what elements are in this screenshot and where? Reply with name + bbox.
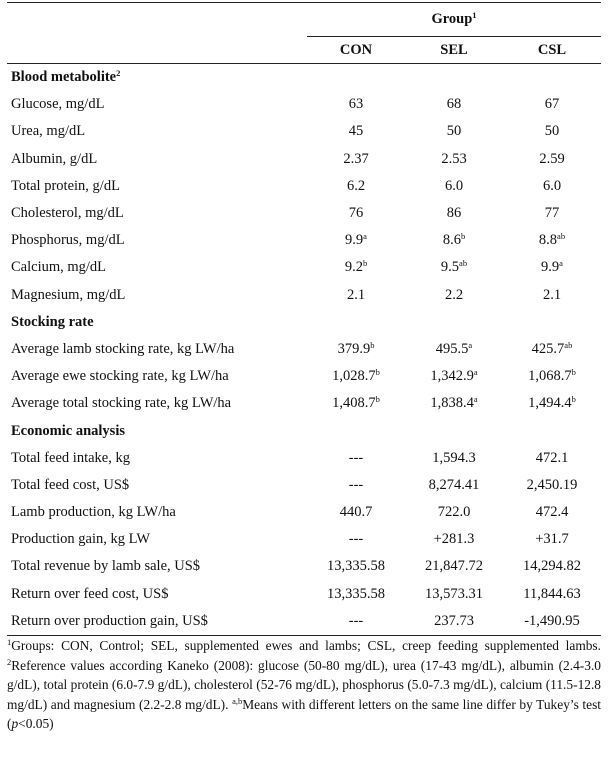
cell-sel [405,608,503,636]
table-row [7,445,601,472]
table-row [7,581,601,608]
table-row [7,173,601,200]
section-header-row [7,309,601,336]
cell-csl [503,282,601,309]
cell-value: 6.2 [346,177,366,194]
table-row [7,336,601,363]
row-label: Average lamb stocking rate, kg LW/ha [11,340,235,357]
cell-value: 2.2 [444,286,464,303]
page [0,2,608,780]
footnote-p-italic: p [11,716,19,732]
cell-value: 77 [544,205,560,222]
table-row [7,282,601,309]
group-header-label: Group [431,11,473,27]
cell-value: 11,844.63 [523,585,581,602]
table-row [7,200,601,227]
cell-sel [405,445,503,472]
cell-con [307,118,405,145]
cell-con [307,363,405,390]
cell-csl [503,118,601,145]
row-label: Lamb production, kg LW/ha [11,504,176,521]
row-label: Total protein, g/dL [11,177,120,194]
cell-sel [405,526,503,553]
cell-value: --- [348,449,364,466]
cell-value: 2.37 [343,150,369,167]
cell-value: 495.5 [435,340,469,357]
cell-value: 8,274.41 [428,476,480,493]
cell-value: +31.7 [535,531,569,548]
section-title-text: Blood metabolite [11,69,117,86]
cell-value: 45 [348,123,364,140]
cell-value: 2.1 [346,286,366,303]
cell-value: 13,335.58 [327,585,385,602]
cell-significance-letter: a [473,394,478,405]
cell-value: 1,068.7 [528,368,572,385]
footnote-groups-text: Groups: CON, Control; SEL, supplemented ewes and lambs; CSL, creep feeding supplemented lambs. [11,637,601,653]
cell-csl [503,526,601,553]
cell-sel [405,390,503,417]
cell-sel [405,146,503,173]
cell-value: 1,408.7 [332,395,376,412]
column-header-con: CON [339,41,373,58]
cell-significance-letter: b [375,367,380,378]
table-header-columns-row [7,37,601,64]
cell-value: 9.2 [344,259,363,276]
table-row [7,254,601,281]
cell-significance-letter: a [473,367,478,378]
cell-sel [405,363,503,390]
footnote-sup-ab: a,b [232,695,243,706]
table-row [7,553,601,580]
cell-significance-letter: b [370,339,375,350]
table-row [7,146,601,173]
table-row [7,608,601,636]
cell-sel [405,336,503,363]
footnote-sup-2: 2 [7,656,12,667]
cell-value: 9.5 [440,259,460,276]
cell-sel [405,499,503,526]
cell-value: 6.0 [444,177,464,194]
cell-sel [405,227,503,254]
cell-significance-letter: b [460,231,466,242]
cell-csl [503,581,601,608]
cell-csl [503,363,601,390]
cell-significance-letter: ab [459,258,468,269]
cell-value: +281.3 [433,531,475,548]
cell-csl [503,445,601,472]
table-row [7,363,601,390]
cell-value: 68 [446,96,462,113]
table-row [7,390,601,417]
cell-sel [405,118,503,145]
column-header-csl: CSL [537,41,567,58]
cell-value: 1,494.4 [528,395,572,412]
cell-con [307,608,405,636]
table-row [7,91,601,118]
cell-value: 2.1 [542,286,562,303]
cell-csl [503,336,601,363]
cell-con [307,282,405,309]
section-header-row [7,417,601,444]
cell-csl [503,254,601,281]
cell-sel [405,91,503,118]
cell-significance-letter: a [468,339,473,350]
cell-value: 1,594.3 [432,449,476,466]
row-label: Return over feed cost, US$ [11,585,169,602]
cell-value: 2,450.19 [526,476,578,493]
cell-significance-letter: ab [564,339,573,350]
cell-con [307,390,405,417]
cell-con [307,336,405,363]
cell-value: 472.1 [535,449,569,466]
row-label: Glucose, mg/dL [11,96,105,113]
table-footnote [7,636,601,734]
cell-con [307,499,405,526]
section-title [7,309,601,336]
cell-value: --- [348,612,364,629]
cell-value: 50 [446,123,462,140]
cell-value: 237.73 [434,612,474,629]
cell-significance-letter: b [571,394,576,405]
cell-con [307,472,405,499]
cell-sel [405,472,503,499]
group-header [307,3,601,37]
results-table [7,2,601,636]
table-row [7,118,601,145]
cell-significance-letter: a [559,258,563,269]
cell-value: 9.9 [345,232,364,249]
cell-value: 86 [446,205,462,222]
cell-value: -1,490.95 [524,612,580,629]
cell-value: 1,342.9 [430,368,474,385]
cell-value: 50 [544,123,560,140]
cell-sel [405,254,503,281]
cell-value: 425.7 [531,340,565,357]
cell-value: --- [348,531,364,548]
cell-csl [503,173,601,200]
table-row [7,526,601,553]
cell-value: 13,573.31 [425,585,483,602]
cell-significance-letter: b [375,394,380,405]
table-row [7,472,601,499]
cell-csl [503,390,601,417]
cell-significance-letter: a [363,231,367,242]
cell-con [307,227,405,254]
cell-value: 67 [544,96,560,113]
cell-sel [405,581,503,608]
footnote-reference-text: Reference values according Kaneko (2008): glucose (50-80 mg/dL), urea (17-43 mg/dL), albumin (2.4-3.0 g/dL), total protein (6.0-7.9 g/dL), cholesterol (52-76 mg/dL), phosphorus (5.0-7.3 mg/dL), calcium (11.5-12.8 mg/dL) and magnesium (2.2-2.8 mg/dL). [7,657,601,712]
footnote-sup-1: 1 [7,636,12,647]
table-header-group-row [7,3,601,37]
cell-csl [503,608,601,636]
row-label: Urea, mg/dL [11,123,86,140]
row-label: Albumin, g/dL [11,150,98,167]
group-header-sup: 1 [472,10,477,20]
section-title [7,64,601,92]
cell-value: 6.0 [542,177,562,194]
cell-significance-letter: b [362,258,368,269]
cell-value: 14,294.82 [523,558,581,575]
cell-csl [503,91,601,118]
cell-con [307,173,405,200]
row-label: Total revenue by lamb sale, US$ [11,558,201,575]
row-label: Total feed intake, kg [11,449,130,466]
row-label: Average total stocking rate, kg LW/ha [11,395,232,412]
cell-value: 8.8 [538,232,558,249]
cell-csl [503,200,601,227]
row-label: Total feed cost, US$ [11,476,130,493]
section-title-text: Economic analysis [11,422,125,439]
cell-value: --- [348,476,364,493]
cell-value: 2.59 [539,150,565,167]
cell-sel [405,200,503,227]
cell-value: 379.9 [337,340,371,357]
cell-csl [503,499,601,526]
cell-con [307,445,405,472]
column-header-sel: SEL [440,41,468,58]
cell-value: 76 [348,205,364,222]
table-row [7,499,601,526]
cell-con [307,254,405,281]
cell-value: 13,335.58 [327,558,385,575]
cell-con [307,91,405,118]
cell-value: 472.4 [535,504,569,521]
cell-value: 1,028.7 [332,368,376,385]
table-row [7,227,601,254]
cell-significance-letter: b [571,367,576,378]
cell-sel [405,173,503,200]
cell-con [307,146,405,173]
cell-sel [405,553,503,580]
row-label: Average ewe stocking rate, kg LW/ha [11,368,229,385]
cell-con [307,526,405,553]
cell-con [307,553,405,580]
cell-csl [503,472,601,499]
footnote-p-value: <0.05) [18,716,54,732]
cell-csl [503,227,601,254]
cell-significance-letter: ab [557,231,566,242]
cell-con [307,581,405,608]
row-label: Phosphorus, mg/dL [11,232,125,249]
cell-value: 722.0 [437,504,471,521]
cell-csl [503,146,601,173]
cell-value: 440.7 [339,504,373,521]
section-header-row [7,64,601,92]
section-title-text: Stocking rate [11,313,94,330]
section-title-sup: 2 [116,68,121,79]
row-label: Magnesium, mg/dL [11,286,126,303]
row-label: Production gain, kg LW [11,531,151,548]
cell-value: 2.53 [441,150,467,167]
cell-value: 8.6 [442,232,461,249]
row-label: Cholesterol, mg/dL [11,205,124,222]
row-label: Calcium, mg/dL [11,259,107,276]
cell-value: 21,847.72 [425,558,483,575]
cell-sel [405,282,503,309]
cell-value: 1,838.4 [430,395,474,412]
section-title [7,417,601,444]
cell-value: 63 [348,96,364,113]
cell-value: 9.9 [541,259,560,276]
cell-con [307,200,405,227]
footnote-tukey-text: Means with different letters on the same line differ by Tukey’s test ( [7,696,601,732]
cell-csl [503,553,601,580]
row-label: Return over production gain, US$ [11,612,208,629]
